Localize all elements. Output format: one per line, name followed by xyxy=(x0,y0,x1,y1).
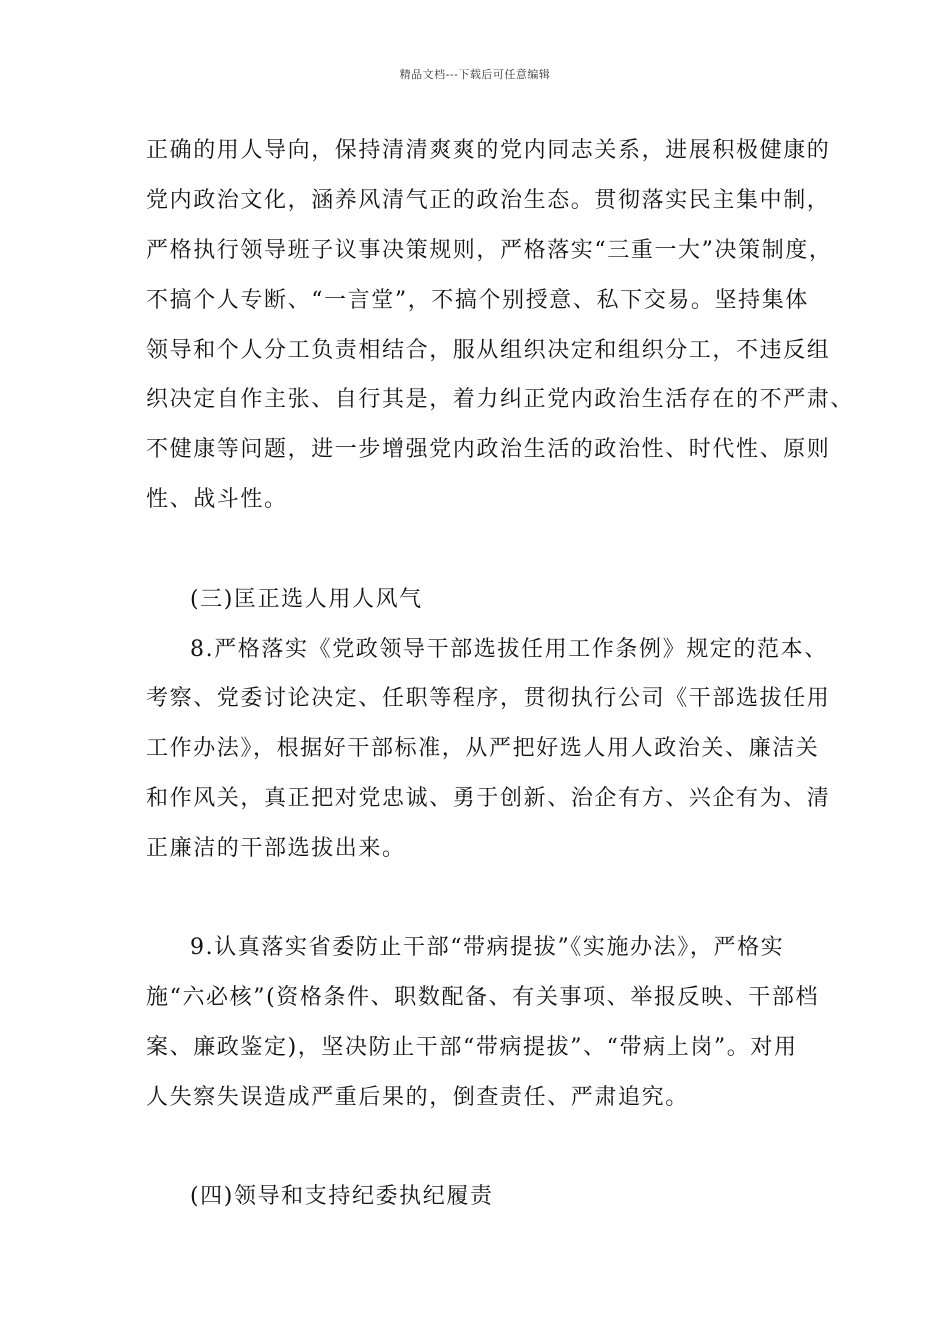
heading-line: (四)领导和支持纪委执纪履责 xyxy=(190,1184,494,1209)
text-line: 不搞个人专断、“一言堂”，不搞个别授意、私下交易。坚持集体 xyxy=(146,288,809,313)
text-line: 正确的用人导向，保持清清爽爽的党内同志关系，进展积极健康的 xyxy=(146,138,831,163)
text-line: 案、廉政鉴定)，坚决防止干部“带病提拔”、“带病上岗”。对用 xyxy=(146,1035,798,1060)
text-line: 织决定自作主张、自行其是，着力纠正党内政治生活存在的不严肃、 xyxy=(146,387,855,412)
text-line: 不健康等问题，进一步增强党内政治生活的政治性、时代性、原则 xyxy=(146,437,831,462)
text-line: 施“六必核”(资格条件、职数配备、有关事项、举报反映、干部档 xyxy=(146,985,820,1010)
text-line: 正廉洁的干部选拔出来。 xyxy=(146,836,406,861)
text-line: 考察、党委讨论决定、任职等程序，贯彻执行公司《干部选拔任用 xyxy=(146,686,831,711)
text-line: 严格执行领导班子议事决策规则，严格落实“三重一大”决策制度， xyxy=(146,238,833,263)
heading-line: (三)匡正选人用人风气 xyxy=(190,587,423,612)
text-line: 工作办法》，根据好干部标准，从严把好选人用人政治关、廉洁关 xyxy=(146,736,820,761)
text-line: 和作风关，真正把对党忠诚、勇于创新、治企有方、兴企有为、清 xyxy=(146,786,831,811)
text-line: 9.认真落实省委防止干部“带病提拔”《实施办法》，严格实 xyxy=(190,935,785,960)
page-header: 精品文档---下载后可任意编辑 xyxy=(399,68,551,81)
text-line: 党内政治文化，涵养风清气正的政治生态。贯彻落实民主集中制， xyxy=(146,188,831,213)
text-line: 领导和个人分工负责相结合，服从组织决定和组织分工，不违反组 xyxy=(146,338,831,363)
text-line: 性、战斗性。 xyxy=(146,487,288,512)
text-line: 人失察失误造成严重后果的，倒查责任、严肃追究。 xyxy=(146,1085,689,1110)
text-line: 8.严格落实《党政领导干部选拔任用工作条例》规定的范本、 xyxy=(190,637,828,662)
